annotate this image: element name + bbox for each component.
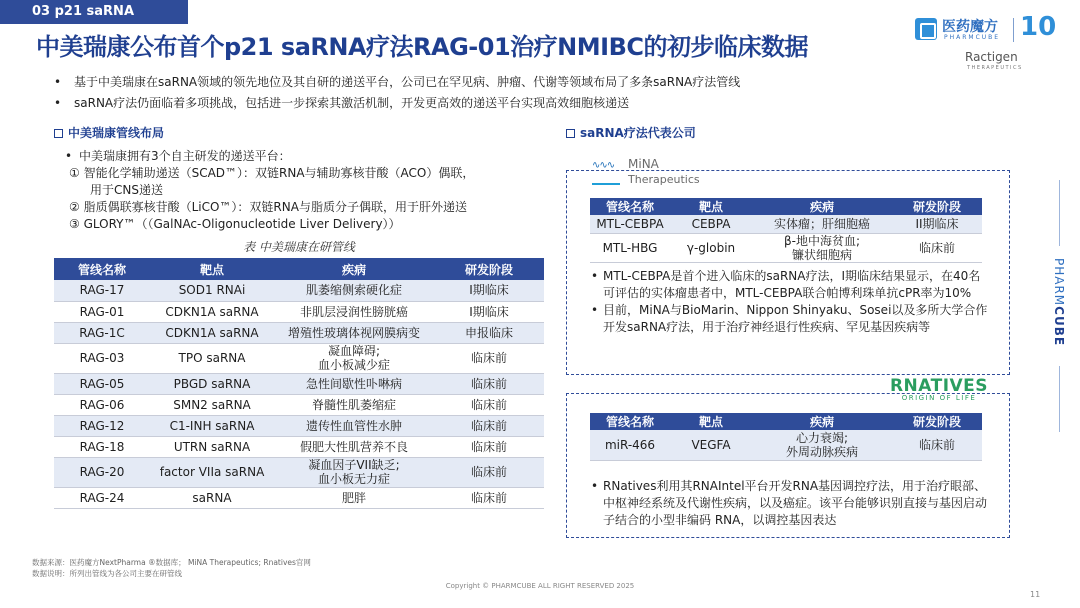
table-cell: 肌萎缩侧索硬化症	[274, 280, 434, 301]
table-cell: 申报临床	[434, 322, 544, 343]
table-cell: 非肌层浸润性膀胱癌	[274, 301, 434, 322]
platform-intro	[65, 148, 535, 233]
mina-logo	[592, 157, 722, 189]
table-cell: RAG-20	[54, 457, 150, 487]
table-cell: RAG-24	[54, 487, 150, 508]
table-row	[54, 280, 544, 301]
mina-logo-name: MiNA	[628, 157, 659, 171]
table-cell: PBGD saRNA	[150, 373, 274, 394]
summary-bullets	[54, 72, 740, 114]
page-number: 11	[1030, 590, 1041, 599]
col-header: 管线名称	[590, 413, 670, 430]
table-cell: 临床前	[434, 373, 544, 394]
logo-en: PHARMCUBE	[944, 34, 1001, 41]
mina-note: • 目前，MiNA与BioMarin、Nippon Shinyaku、Sosei以及多所大学合作开发saRNA疗法，用于治疗神经退行性疾病、罕见基因疾病等	[591, 302, 991, 336]
table-cell: 心力衰竭; 外周动脉疾病	[752, 430, 892, 460]
source-line: 数据来源：医药魔方NextPharma ®数据库； MiNA Therapeutics; Rnatives官网	[32, 558, 311, 567]
rnatives-note: • RNatives利用其RNAIntel平台开发RNA基因调控疗法，用于治疗眼部、中枢神经系统及代谢性疾病，以及癌症。该平台能够识别直接与基因启动子结合的小型非编码 RNA，以调控基因表达	[591, 478, 991, 529]
table-cell: 急性间歇性卟啉病	[274, 373, 434, 394]
table-cell: β-地中海贫血; 镰状细胞病	[752, 233, 892, 262]
table-cell: 临床前	[434, 343, 544, 373]
table-cell: RAG-01	[54, 301, 150, 322]
table-row	[54, 457, 544, 487]
table-row	[54, 343, 544, 373]
col-header: 疾病	[752, 198, 892, 215]
intro-lead: • 中美瑞康拥有3个自主研发的递送平台：	[65, 148, 535, 165]
col-header: 管线名称	[590, 198, 670, 215]
table-cell: factor VIIa saRNA	[150, 457, 274, 487]
table-cell: saRNA	[150, 487, 274, 508]
table-cell: miR-466	[590, 430, 670, 460]
table-header-row	[590, 198, 982, 215]
side-brand	[1052, 258, 1066, 354]
ractigen-pipeline-table	[54, 258, 544, 509]
mina-logo-sub: Therapeutics	[628, 173, 700, 186]
platform-item-cont: 用于CNS递送	[90, 183, 163, 197]
left-section-title: 中美瑞康管线布局	[54, 124, 164, 141]
table-cell: TPO saRNA	[150, 343, 274, 373]
table-cell: 遗传性血管性水肿	[274, 415, 434, 436]
rnatives-logo	[884, 376, 994, 408]
dna-wave-icon: ∿∿∿	[592, 160, 615, 171]
table-cell: γ-globin	[670, 233, 752, 262]
table-cell: SOD1 RNAi	[150, 280, 274, 301]
summary-bullet: • saRNA疗法仍面临着多项挑战，包括进一步探索其激活机制，开发更高效的递送平台实现高效细胞核递送	[54, 93, 740, 114]
table-cell: 凝血障碍; 血小板减少症	[274, 343, 434, 373]
side-brand-b: CUBE	[1052, 306, 1066, 347]
table-cell: II期临床	[892, 215, 982, 233]
pharmcube-logo	[915, 12, 1075, 80]
rnatives-logo-name: RNATIVES	[889, 376, 989, 396]
table-cell: RAG-1C	[54, 322, 150, 343]
rnatives-notes	[591, 478, 991, 529]
section-tag: 03 p21 saRNA	[0, 0, 188, 24]
table-header-row	[590, 413, 982, 430]
table-row	[590, 430, 982, 460]
table-row	[54, 415, 544, 436]
col-header: 靶点	[670, 198, 752, 215]
rnatives-pipeline-table	[590, 413, 982, 461]
table-cell: CDKN1A saRNA	[150, 301, 274, 322]
table-cell: 增殖性玻璃体视网膜病变	[274, 322, 434, 343]
table-cell: SMN2 saRNA	[150, 394, 274, 415]
mina-notes	[591, 268, 991, 336]
side-brand-a: PHARM	[1052, 258, 1066, 307]
table-cell: 临床前	[434, 394, 544, 415]
table-cell: RAG-03	[54, 343, 150, 373]
col-header: 研发阶段	[434, 258, 544, 280]
col-header: 疾病	[752, 413, 892, 430]
table-row	[590, 233, 982, 262]
table-cell: 假肥大性肌营养不良	[274, 436, 434, 457]
table-cell: UTRN saRNA	[150, 436, 274, 457]
col-header: 研发阶段	[892, 198, 982, 215]
table-cell: RAG-17	[54, 280, 150, 301]
platform-item: ① 智能化学辅助递送（SCAD™）：双链RNA与辅助寡核苷酸（ACO）偶联，	[69, 166, 475, 180]
table-row	[54, 436, 544, 457]
table-cell: RAG-12	[54, 415, 150, 436]
table-cell: 脊髓性肌萎缩症	[274, 394, 434, 415]
table-header-row	[54, 258, 544, 280]
table-cell: CDKN1A saRNA	[150, 322, 274, 343]
square-bullet-icon	[54, 129, 63, 138]
table-cell: I期临床	[434, 301, 544, 322]
mina-pipeline-table	[590, 198, 982, 263]
col-header: 管线名称	[54, 258, 150, 280]
ractigen-sub: THERAPEUTICS	[967, 65, 1023, 71]
square-bullet-icon	[566, 129, 575, 138]
col-header: 靶点	[150, 258, 274, 280]
logo-divider	[1013, 18, 1014, 42]
table-row	[54, 322, 544, 343]
side-divider	[1059, 180, 1060, 246]
copyright: Copyright © PHARMCUBE ALL RIGHT RESERVED 2025	[445, 582, 635, 590]
table-cell: RAG-18	[54, 436, 150, 457]
ractigen-name: Ractigen	[965, 50, 1018, 64]
page-title: 中美瑞康公布首个p21 saRNA疗法RAG-01治疗NMIBC的初步临床数据	[36, 33, 808, 61]
table-cell: CEBPA	[670, 215, 752, 233]
table-cell: 凝血因子VII缺乏; 血小板无力症	[274, 457, 434, 487]
rnatives-logo-sub: ORIGIN OF LIFE	[901, 394, 977, 402]
platform-item: ③ GLORY™（（GalNAc-Oligonucleotide Liver Delivery））	[69, 217, 401, 231]
cube-icon	[915, 18, 937, 40]
col-header: 靶点	[670, 413, 752, 430]
table-cell: 临床前	[892, 233, 982, 262]
mina-note: • MTL-CEBPA是首个进入临床的saRNA疗法，I期临床结果显示，在40名可评估的实体瘤患者中，MTL-CEBPA联合帕博利珠单抗cPR率为10%	[591, 268, 991, 302]
table-cell: C1-INH saRNA	[150, 415, 274, 436]
table-cell: I期临床	[434, 280, 544, 301]
logo-underline	[592, 183, 620, 185]
table-cell: 临床前	[892, 430, 982, 460]
table-cell: 临床前	[434, 457, 544, 487]
table-row	[54, 301, 544, 322]
platform-item: ② 脂质偶联寡核苷酸（LiCO™）：双链RNA与脂质分子偶联，用于肝外递送	[69, 200, 467, 214]
anniversary-mark: 10	[1020, 12, 1057, 42]
col-header: 研发阶段	[892, 413, 982, 430]
right-section-title: saRNA疗法代表公司	[566, 124, 696, 141]
table-cell: MTL-HBG	[590, 233, 670, 262]
table-caption: 表 中美瑞康在研管线	[243, 240, 355, 254]
table-row	[590, 215, 982, 233]
table-cell: 临床前	[434, 487, 544, 508]
table-cell: 实体瘤；肝细胞癌	[752, 215, 892, 233]
table-row	[54, 394, 544, 415]
table-cell: 临床前	[434, 436, 544, 457]
col-header: 疾病	[274, 258, 434, 280]
table-cell: RAG-05	[54, 373, 150, 394]
pipeline-table-body	[54, 280, 544, 508]
table-cell: RAG-06	[54, 394, 150, 415]
note-line: 数据说明：所列出管线为各公司主要在研管线	[32, 569, 182, 578]
side-divider	[1059, 366, 1060, 432]
summary-bullet: • 基于中美瑞康在saRNA领域的领先地位及其自研的递送平台，公司已在罕见病、肿瘤、代谢等领域布局了多条saRNA疗法管线	[54, 72, 740, 93]
table-row	[54, 373, 544, 394]
table-cell: 肥胖	[274, 487, 434, 508]
logo-cn: 医药魔方	[942, 19, 998, 35]
table-cell: MTL-CEBPA	[590, 215, 670, 233]
table-cell: 临床前	[434, 415, 544, 436]
table-row	[54, 487, 544, 508]
footer-source	[32, 557, 311, 579]
table-cell: VEGFA	[670, 430, 752, 460]
